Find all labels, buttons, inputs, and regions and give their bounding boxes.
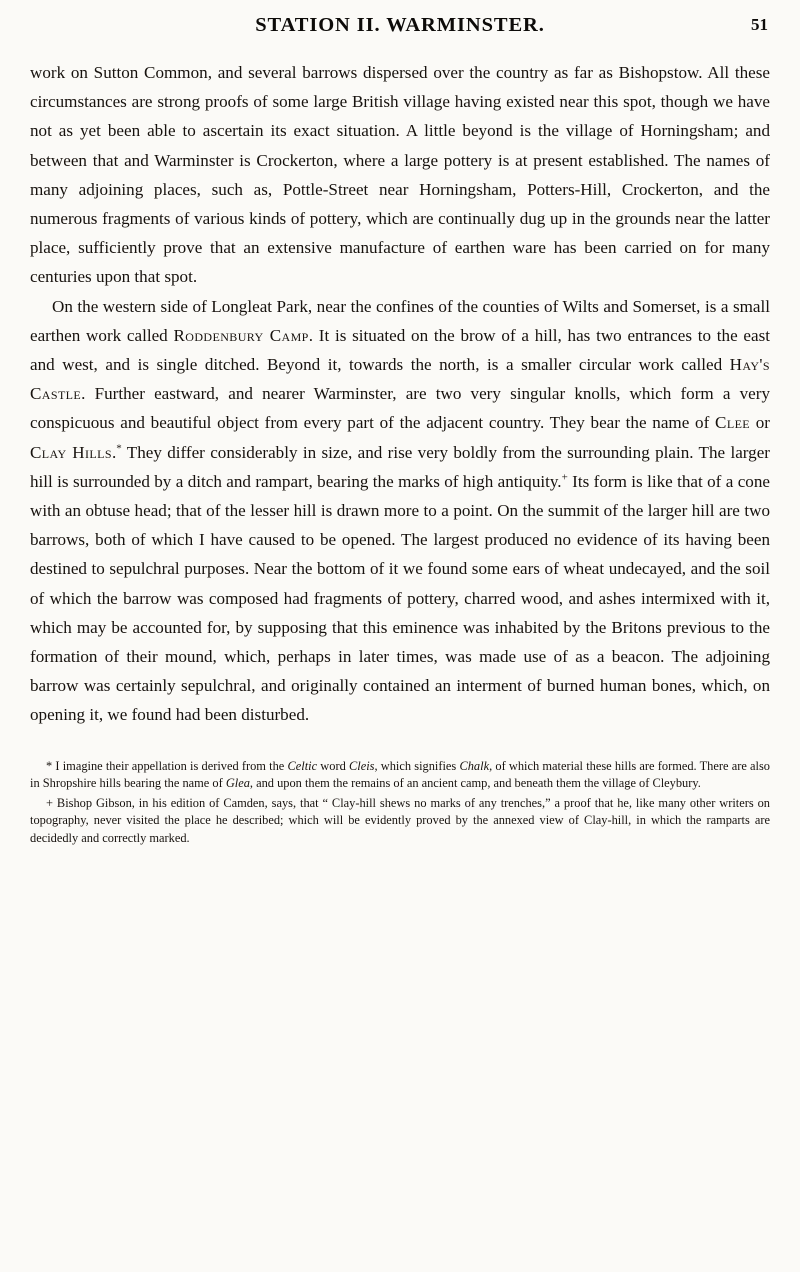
footnote-1-italic-glea: Glea [225, 776, 250, 791]
para2-segment-1: On the western side of Longleat Park, near the confines of the counties of Wilts and Somerset, is a small earthen work called [30, 296, 770, 345]
paragraph-1: work on Sutton Common, and several barrows dispersed over the country as far as Bishopstow. All these circumstances are strong proofs of some large British village having existed near this spot, though we have not as yet been able to ascertain its exact situation. A little beyond is the village of Horningsham; and between that and Warminster is Crockerton, where a large pottery is at present established. The names of many adjoining places, such as, Pottle-Street near Horningsham, Potters-Hill, Crockerton, and the numerous fragments of various kinds of pottery, which are continually dug up in the grounds near the latter place, sufficiently prove that an extensive manufacture of earthen ware has been carried on for many centuries upon that spot. [30, 63, 770, 287]
para2-segment-7: Its form is like that of a cone with an obtuse head; that of the lesser hill is drawn more to a point. On the summit of the larger hill are two barrows, both of which I have caused to be opened. The largest produced no evidence of its having been destined to sepulchral purposes. Near the bottom of it we found some ears of wheat undecayed, and the soil of which the barrow was composed had fragments of pottery, charred wood, and ashes intermixed with it, which may be accounted for, by supposing that this eminence was inhabited by the Britons previous to the formation of their mound, which, perhaps in later times, was made use of as a beacon. The adjoining barrow was certainly sepulchral, and originally contained an interment of burned human bones, which, on opening it, we found had been disturbed. [30, 471, 770, 725]
footnote-1-segment-2: word [317, 758, 349, 773]
footnote-1-segment-5: , and upon them the remains of an ancient camp, and beneath them the village of Cleybury. [249, 776, 701, 791]
body-text [30, 58, 770, 730]
footnote-2-text: Bishop Gibson, in his edition of Camden, says, that “ Clay-hill shews no marks of any trenches,” a proof that he, like many other writers on topography, never visited the place he described; which will be evidently proved by the annexed view of Clay-hill, in which the ramparts are decidedly and correctly marked. [30, 795, 770, 846]
footnote-2 [30, 795, 770, 848]
footnote-1-segment-1: I imagine their appellation is derived from the [52, 758, 288, 773]
footnote-1 [30, 758, 770, 793]
para2-segment-2: . It is situated on the brow of a hill, has two entrances to the east and west, and is single ditched. Beyond it, towards the north, is a smaller circular work called [30, 325, 771, 375]
para2-segment-3: . Further eastward, and nearer Warminster, are two very singular knolls, which form a very conspicuous and beautiful object from every part of the adjacent country. They bear the name of [30, 384, 770, 433]
document-page [0, 14, 800, 1272]
place-name-clay-hills: Clay Hills [30, 442, 112, 462]
paragraph-2 [30, 292, 770, 730]
footnote-1-italic-celtic: Celtic [287, 758, 318, 773]
footnote-1-marker: * [46, 758, 53, 773]
footnote-reference-dagger: + [561, 471, 568, 484]
place-name-roddenbury-camp: Roddenbury Camp [173, 325, 309, 345]
footnote-1-italic-chalk: Chalk [459, 758, 490, 773]
para2-segment-5: . [111, 442, 117, 462]
place-name-clee: Clee [715, 413, 751, 433]
footnote-reference-asterisk: * [116, 441, 122, 454]
footnote-2-marker: + [46, 795, 53, 810]
footnotes-section [30, 758, 770, 848]
page-title: STATION II. WARMINSTER. [255, 14, 545, 36]
footnote-1-segment-3: , which signifies [374, 758, 460, 773]
para2-segment-6: They differ considerably in size, and rise very boldly from the surrounding plain. The larger hill is surrounded by a ditch and rampart, bearing the marks of high antiquity. [30, 442, 770, 491]
para2-segment-4: or [750, 413, 771, 433]
page-header [32, 14, 768, 48]
page-number: 51 [751, 15, 768, 34]
footnote-1-italic-cleis: Cleis [348, 758, 375, 773]
place-name-hays-castle: Hay's Castle [30, 355, 770, 404]
footnote-1-segment-4: , of which material these hills are formed. There are also in Shropshire hills bearing the name of [30, 758, 770, 791]
